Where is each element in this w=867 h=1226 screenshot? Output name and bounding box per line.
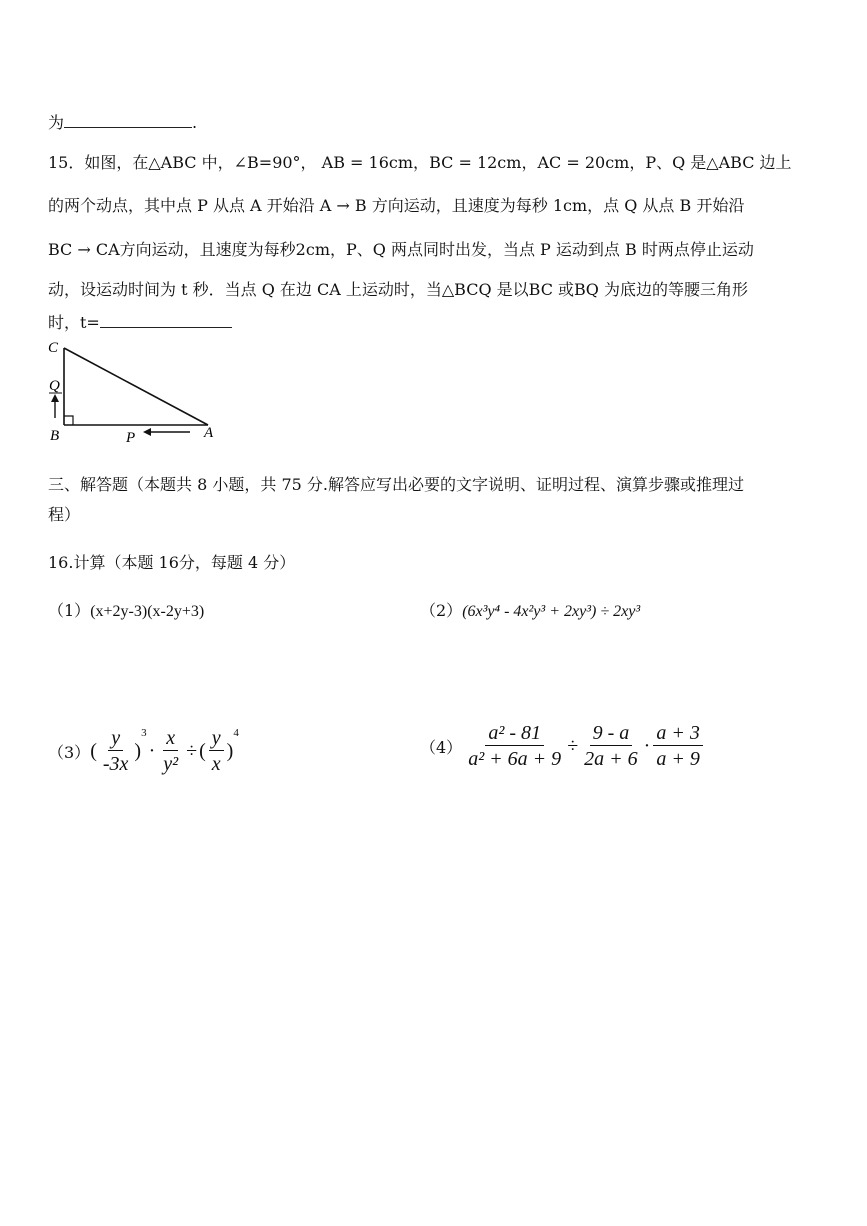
divide-operator: ÷ (567, 735, 579, 757)
paren-close: ) (134, 740, 142, 762)
p4-frac1 (465, 722, 564, 771)
p-arrow-head (143, 428, 151, 436)
p3-exp3: 4 (233, 727, 239, 739)
q15-line5-prefix: 时，t= (48, 313, 100, 332)
p3-frac1 (100, 727, 132, 776)
q16-part2-label: （2） (420, 601, 463, 620)
p4-frac1-den: a² + 6a + 9 (468, 748, 562, 770)
q16-part3-label: （3） (48, 743, 91, 762)
label-b: B (50, 428, 60, 444)
p4-frac2 (581, 722, 641, 771)
section3-line1: 三、解答题（本题共 8 小题，共 75 分.解答应写出必要的文字说明、证明过程、演算步骤或推理过 (48, 475, 744, 494)
side-ca (64, 348, 208, 425)
q16-part1-label: （1） (48, 601, 91, 620)
p3-frac1-den: -3x (102, 753, 129, 775)
prev-answer-prefix: 为 (48, 113, 65, 132)
q15-line2: 的两个动点，其中点 P 从点 A 开始沿 A → B 方向运动，且速度为每秒 1cm，点 Q 从点 B 开始沿 (48, 196, 745, 215)
section3-line2: 程） (48, 505, 81, 524)
p4-frac3-den: a + 9 (656, 748, 700, 770)
triangle-figure (44, 336, 234, 446)
q15-line5 (48, 310, 232, 333)
q15-line1: 15．如图，在△ABC 中，∠B=90°， AB = 16cm，BC = 12cm，AC = 20cm，P、Q 是△ABC 边上 (48, 153, 792, 172)
p3-exp1: 3 (141, 727, 147, 739)
label-c: C (48, 340, 59, 356)
q15-bc: BC = 12cm (429, 153, 522, 172)
divide-operator: ÷ (186, 740, 198, 762)
p3-frac3-num: y (209, 727, 224, 751)
dot-operator: · (643, 735, 651, 757)
q16-part4 (420, 722, 706, 771)
p4-frac2-den: 2a + 6 (584, 748, 638, 770)
q15-number: 15． (48, 153, 85, 172)
q15-ac: AC = 20cm (537, 153, 630, 172)
q-arrow-head (51, 394, 59, 402)
q16-part2-expr: (6x³y⁴ - 4x²y³ + 2xy³) ÷ 2xy³ (462, 603, 641, 620)
q16-title: 16.计算（本题 16分，每题 4 分） (48, 553, 296, 572)
right-angle-mark (64, 416, 73, 425)
p3-frac2 (160, 727, 181, 776)
p4-frac2-num: 9 - a (590, 722, 633, 746)
q16-part3 (48, 727, 239, 776)
q16-part2 (420, 598, 640, 621)
label-p: P (126, 430, 136, 446)
prev-answer-suffix: . (192, 113, 198, 132)
p3-frac3 (209, 727, 224, 776)
q15-line1-pre: 如图，在△ABC 中，∠B=90°， (84, 153, 317, 172)
p4-frac3 (653, 722, 703, 771)
p3-frac3-den: x (211, 753, 221, 775)
q16-part4-label: （4） (420, 738, 463, 757)
prev-answer-line (48, 110, 197, 133)
q15-answer-blank (100, 313, 232, 328)
q15-ab: AB = 16cm (321, 153, 414, 172)
q15-line4: 动，设运动时间为 t 秒．当点 Q 在边 CA 上运动时，当△BCQ 是以BC 或BQ 为底边的等腰三角形 (48, 280, 749, 299)
p3-frac1-num: y (108, 727, 123, 751)
paren-open: ( (90, 740, 97, 762)
p4-frac3-num: a + 3 (653, 722, 703, 746)
dot-operator: · (148, 740, 156, 762)
answer-blank (64, 113, 192, 128)
p3-frac2-num: x (163, 727, 178, 751)
p4-frac1-num: a² - 81 (485, 722, 544, 746)
p3-frac2-den: y² (163, 753, 179, 775)
paren-open: ( (199, 740, 206, 762)
label-a: A (204, 425, 214, 441)
label-q: Q (49, 378, 60, 394)
q15-line3: BC → CA方向运动，且速度为每秒2cm，P、Q 两点同时出发，当点 P 运动到点 B 时两点停止运动 (48, 240, 754, 259)
paren-close: ) (226, 740, 234, 762)
q16-part1-expr: (x+2y-3)(x-2y+3) (90, 603, 205, 620)
q15-line1-post: ，P、Q 是△ABC 边上 (629, 153, 792, 172)
q16-part1 (48, 598, 204, 621)
